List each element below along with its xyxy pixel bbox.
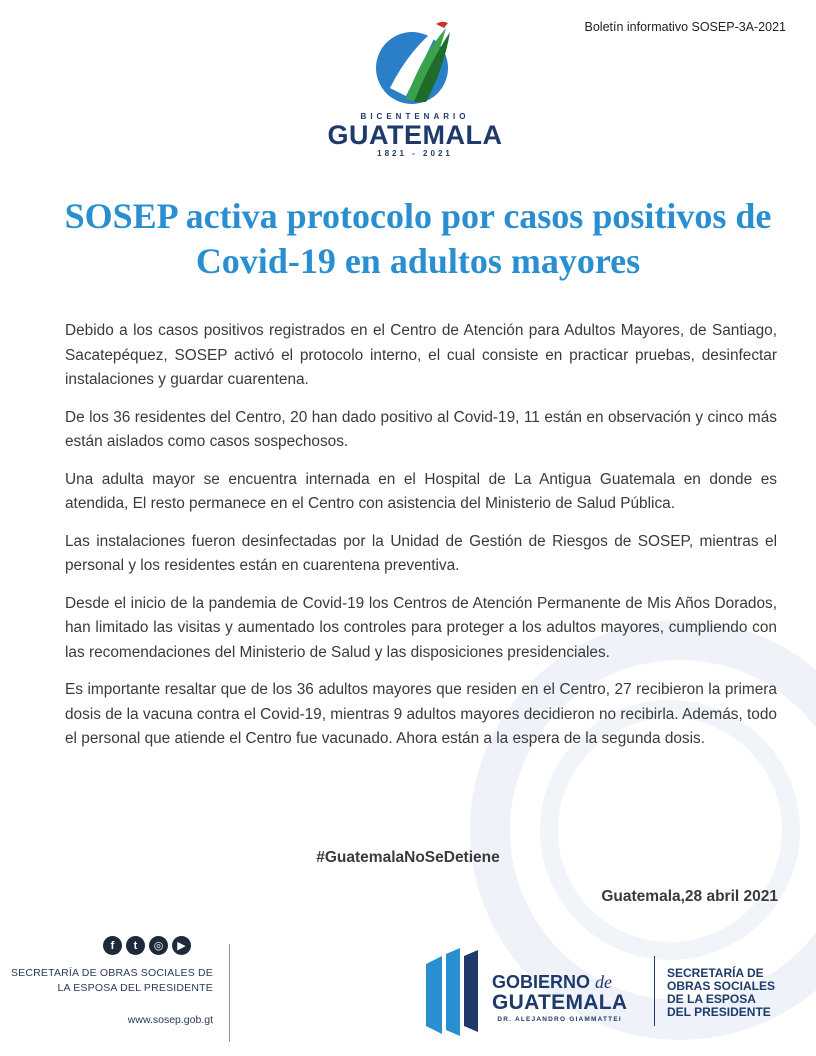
website-link[interactable]: www.sosep.gob.gt	[127, 1014, 213, 1026]
bicentenario-logo	[325, 18, 505, 168]
facebook-icon[interactable]: f	[103, 936, 122, 955]
paragraph-6: Es importante resaltar que de los 36 adultos mayores que residen en el Centro, 27 recibieron la primera dosis de la vacuna contra el Covid-19, mientras 9 adultos mayores decidieron no recibirla. Además, todo el personal que atiende el Centro fue vacunado. Ahora están a la espera de la segunda dosis.	[65, 681, 777, 747]
quetzal-emblem-icon	[370, 18, 460, 110]
headline: SOSEP activa protocolo por casos positivos de Covid-19 en adultos mayores	[64, 196, 772, 281]
paragraph-4: Las instalaciones fueron desinfectadas por la Unidad de Gestión de Riesgos de SOSEP, mientras el personal y los residentes están en cuarentena preventiva.	[65, 532, 777, 574]
sosep-name	[11, 966, 213, 996]
sosep-name-line1: SECRETARÍA DE OBRAS SOCIALES DE	[10, 967, 213, 979]
bulletin-id: Boletín informativo SOSEP-3A-2021	[584, 20, 786, 34]
footer-divider-2	[654, 956, 655, 1026]
sec-line3: DE LA ESPOSA	[667, 992, 756, 1006]
paragraph-5: Desde el inicio de la pandemia de Covid-19 los Centros de Atención Permanente de Mis Años Dorados, han limitado las visitas y aumentado los controles para proteger a los adultos mayores, cumpliendo con las recomendaciones del Ministerio de Salud y las disposiciones presidenciales.	[65, 594, 777, 661]
paragraph-2: De los 36 residentes del Centro, 20 han dado positivo al Covid-19, 11 están en observación y cinco más están aislados como casos sospechosos.	[65, 408, 777, 450]
twitter-icon[interactable]: t	[126, 936, 145, 955]
paragraph-3: Una adulta mayor se encuentra internada en el Hospital de La Antigua Guatemala en donde es atendida, El resto permanece en el Centro con asistencia del Ministerio de Salud Pública.	[65, 470, 777, 512]
social-links	[103, 936, 191, 955]
article-body	[65, 319, 777, 765]
hashtag: #GuatemalaNoSeDetiene	[316, 849, 500, 866]
government-logo-text	[492, 972, 627, 1023]
sec-line4: DEL PRESIDENTE	[667, 1005, 771, 1019]
logo-small-text: BICENTENARIO	[360, 112, 470, 121]
instagram-icon[interactable]: ◎	[149, 936, 168, 955]
government-flag-icon	[424, 946, 480, 1038]
sec-line1: SECRETARÍA DE	[667, 966, 764, 980]
gov-line1: GOBIERNO de	[492, 972, 613, 992]
dateline: Guatemala,28 abril 2021	[601, 888, 778, 905]
sec-line2: OBRAS SOCIALES	[667, 979, 776, 993]
logo-years-text: 1821 - 2021	[377, 149, 453, 158]
secretaria-logo-text	[667, 967, 775, 1019]
paragraph-1: Debido a los casos positivos registrados en el Centro de Atención para Adultos Mayores, de Santiago, Sacatepéquez, SOSEP activó el protocolo interno, el cual consiste en practicar pruebas, desinfectar instalaciones y guardar cuarentena.	[65, 322, 777, 388]
gov-line2: GUATEMALA	[492, 991, 628, 1014]
footer-divider	[229, 944, 230, 1042]
sosep-name-line2: LA ESPOSA DEL PRESIDENTE	[57, 982, 213, 994]
gov-line3: DR. ALEJANDRO GIAMMATTEI	[497, 1016, 622, 1023]
logo-main-text: GUATEMALA	[327, 120, 503, 150]
youtube-icon[interactable]: ▶	[172, 936, 191, 955]
